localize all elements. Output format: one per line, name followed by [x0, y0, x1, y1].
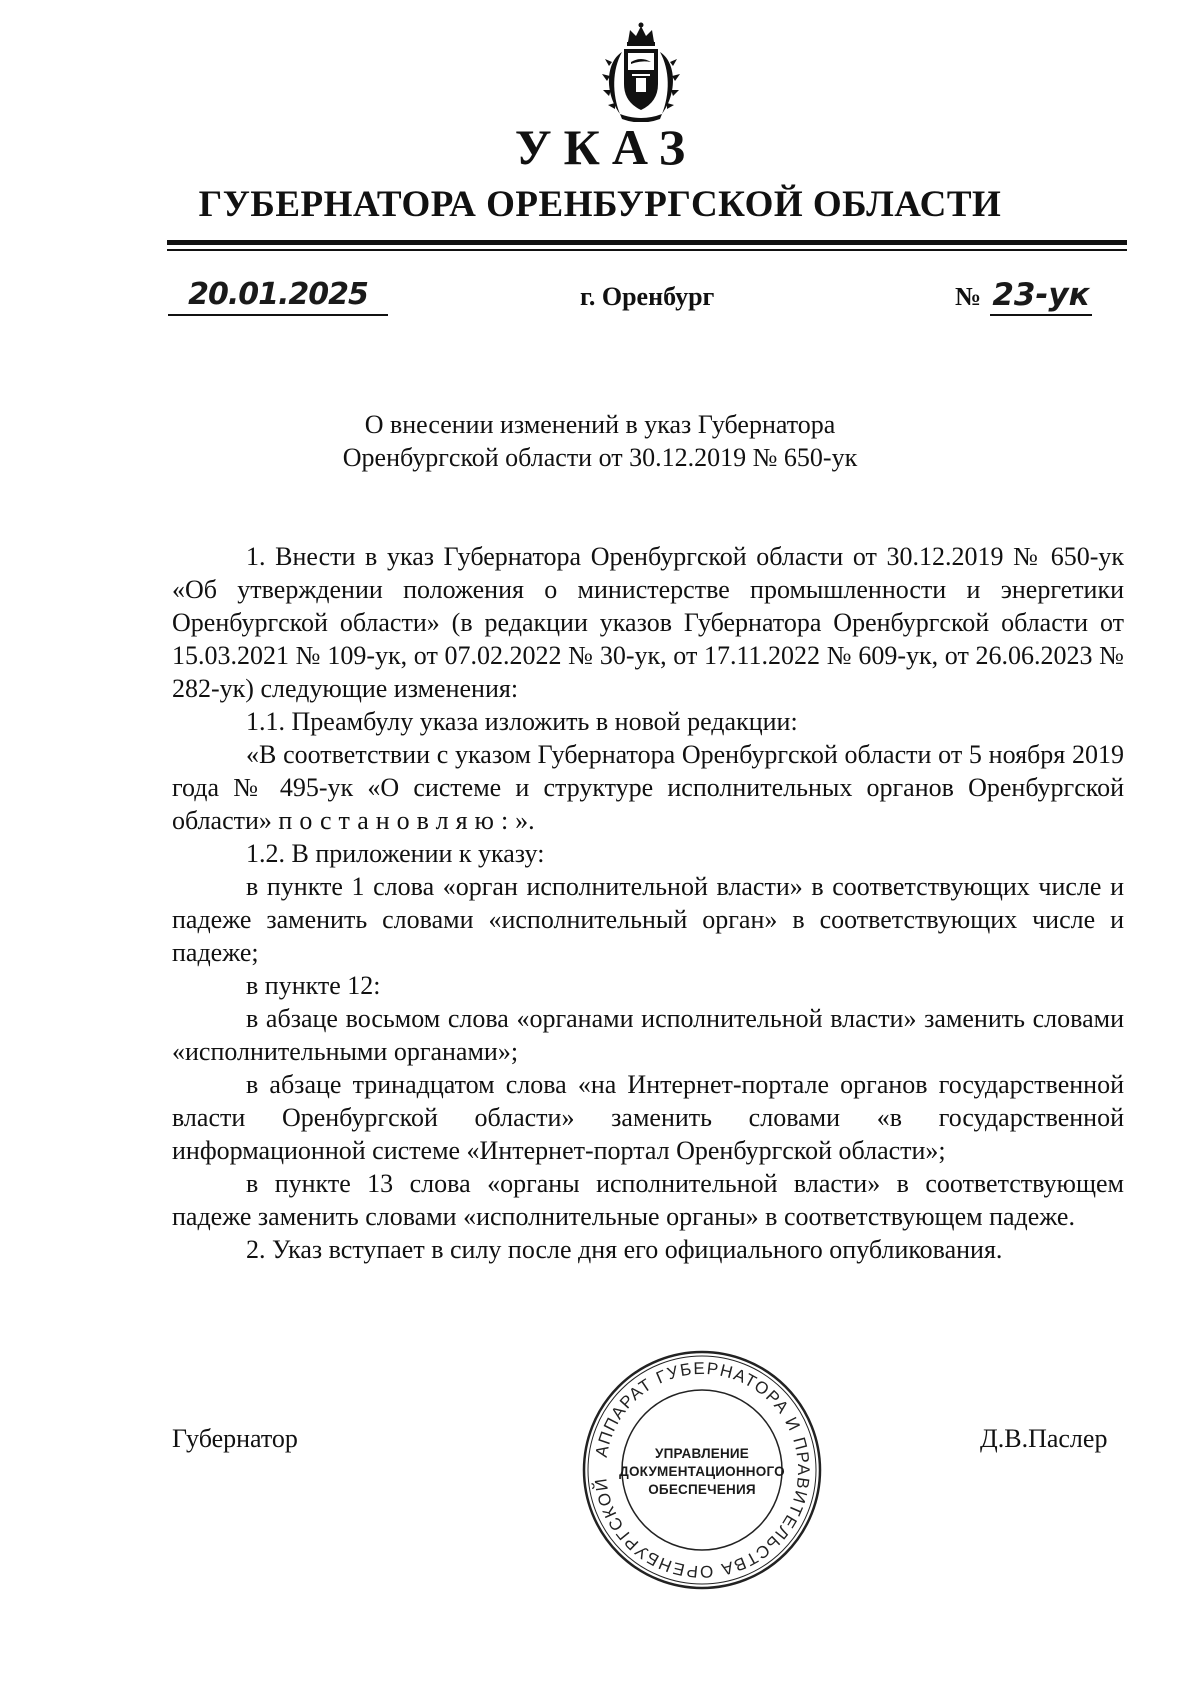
decree-number: 23-ук: [990, 276, 1092, 316]
paragraph: в абзаце восьмом слова «органами исполнительной власти» заменить словами «исполнительными органами»;: [172, 1004, 1124, 1066]
official-seal: [580, 1348, 824, 1592]
decree-subject: [0, 408, 1200, 474]
seal-text: ДОКУМЕНТАЦИОННОГО: [619, 1464, 785, 1479]
paragraph: 1. Внести в указ Губернатора Оренбургской области от 30.12.2019 № 650-ук «Об утверждении положения о министерстве промышленности и энергетики Оренбургской области» (в редакции указов Губернатора Оренбургской области от 15.03.2021 № 109-ук, от 07.02.2022 № 30-ук, от 17.11.2022 № 609-ук, от 26.06.2023 № 282-ук) следующие изменения:: [172, 542, 1124, 703]
paragraph-tail: ».: [515, 806, 535, 835]
decree-date: 20.01.2025: [168, 276, 388, 316]
header-rule-thick: [167, 240, 1127, 245]
paragraph: в пункте 1 слова «орган исполнительной власти» в соответствующих числе и падеже заменить словами «исполнительный орган» в соответствующих числе и падеже;: [172, 872, 1124, 967]
signer-role: Губернатор: [172, 1424, 298, 1453]
seal-text: ОБЕСПЕЧЕНИЯ: [648, 1482, 756, 1497]
document-subtitle: ГУБЕРНАТОРА ОРЕНБУРГСКОЙ ОБЛАСТИ: [198, 184, 1002, 225]
subject-line: Оренбургской области от 30.12.2019 № 650-ук: [342, 443, 858, 472]
paragraph-spaced-word: постановляю:: [278, 806, 516, 835]
seal-ring-text: АППАРАТ ГУБЕРНАТОРА И ПРАВИТЕЛЬСТВА ОРЕНБУРГСКОЙ: [591, 1358, 814, 1582]
header-rule-thin: [167, 249, 1127, 251]
orenburg-coat-of-arms-icon: [598, 22, 684, 122]
paragraph: [172, 738, 1124, 837]
paragraph: в пункте 12:: [246, 971, 381, 1000]
paragraph: 1.2. В приложении к указу:: [246, 839, 545, 868]
decree-number-label: №: [955, 282, 982, 311]
paragraph: 1.1. Преамбулу указа изложить в новой редакции:: [246, 707, 798, 736]
decree-city: г. Оренбург: [580, 282, 715, 311]
signer-name: Д.В.Паслер: [980, 1424, 1108, 1453]
subject-line: О внесении изменений в указ Губернатора: [364, 410, 836, 439]
document-title: УКАЗ: [514, 119, 698, 175]
paragraph-text: «В соответствии с указом Губернатора Оренбургской области от 5 ноября 2019 года № 495-ук «О системе и структуре исполнительных органов Оренбургской области»: [172, 740, 1124, 835]
paragraph: в пункте 13 слова «органы исполнительной власти» в соответствующем падеже заменить словами «исполнительные органы» в соответствующем падеже.: [172, 1169, 1124, 1231]
decree-body: [172, 540, 1124, 1266]
paragraph: в абзаце тринадцатом слова «на Интернет-портале органов государственной власти Оренбургской области» заменить словами «в государственной информационной системе «Интернет-портал Оренбургской области»;: [172, 1070, 1124, 1165]
paragraph: 2. Указ вступает в силу после дня его официального опубликования.: [246, 1235, 1003, 1264]
seal-text: УПРАВЛЕНИЕ: [654, 1446, 749, 1461]
